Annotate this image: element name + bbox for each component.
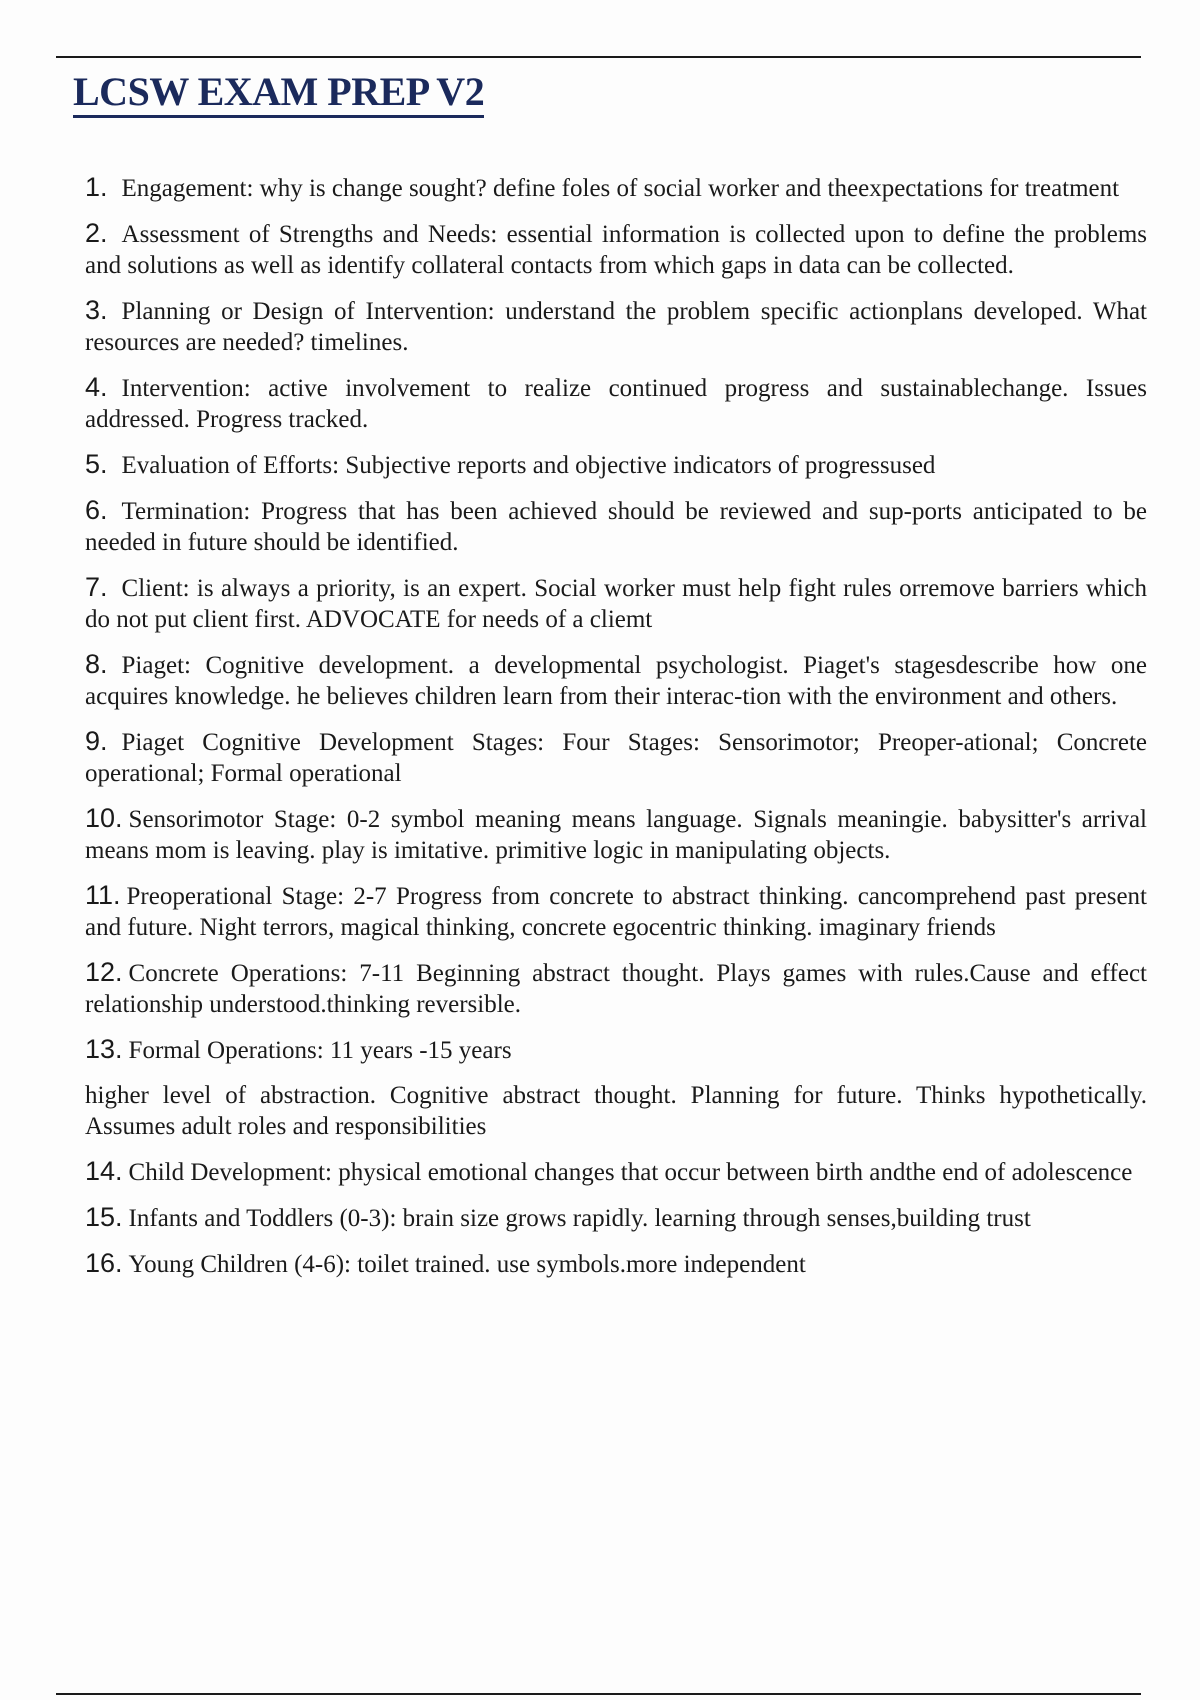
item-continuation: higher level of abstraction. Cognitive abstract thought. Planning for future. Thinks hypothetically. Assumes adult roles and responsibilities	[85, 1082, 1147, 1140]
item-number: 12.	[85, 957, 123, 987]
item-text: Concrete Operations: 7-11 Beginning abstract thought. Plays games with rules.Cause and effect relationship understood.thinking reversible.	[85, 960, 1147, 1018]
item-text: Piaget: Cognitive development. a developmental psychologist. Piaget's stagesdescribe how one acquires knowledge. he believes children learn from their interac-tion with the environment and others.	[85, 652, 1147, 710]
item-text: Preoperational Stage: 2-7 Progress from concrete to abstract thinking. cancomprehend past present and future. Night terrors, magical thinking, concrete egocentric thinking. imaginary friends	[85, 883, 1147, 941]
item-text: Piaget Cognitive Development Stages: Four Stages: Sensorimotor; Preoper-ational; Concrete operational; Formal operational	[85, 729, 1147, 787]
item-number: 8.	[85, 649, 108, 679]
bottom-rule	[56, 1693, 1141, 1695]
list-item	[85, 495, 1147, 558]
item-text: Formal Operations: 11 years -15 years	[128, 1037, 512, 1064]
item-number: 13.	[85, 1034, 123, 1064]
list-item	[85, 172, 1147, 204]
item-number: 15.	[85, 1202, 123, 1232]
item-number: 6.	[85, 495, 108, 525]
item-text: Client: is always a priority, is an expert. Social worker must help fight rules orremove barriers which do not put client first. ADVOCATE for needs of a cliemt	[85, 575, 1147, 633]
list-item	[85, 880, 1147, 943]
list-item	[85, 295, 1147, 358]
list-item	[85, 218, 1147, 281]
item-number: 7.	[85, 572, 108, 602]
list-item	[85, 572, 1147, 635]
item-text: Engagement: why is change sought? define foles of social worker and theexpectations for treatment	[121, 175, 1120, 202]
item-text: Sensorimotor Stage: 0-2 symbol meaning means language. Signals meaningie. babysitter's arrival means mom is leaving. play is imitative. primitive logic in manipulating objects.	[85, 806, 1147, 864]
document-title: LCSW EXAM PREP V2	[73, 70, 484, 118]
list-item	[85, 449, 1147, 481]
item-list	[85, 172, 1147, 1294]
item-number: 9.	[85, 726, 108, 756]
item-text: Planning or Design of Intervention: understand the problem specific actionplans developed. What resources are needed? timelines.	[85, 298, 1147, 356]
item-text: Infants and Toddlers (0-3): brain size grows rapidly. learning through senses,building trust	[128, 1205, 1031, 1232]
list-item	[85, 957, 1147, 1020]
item-text: Evaluation of Efforts: Subjective reports and objective indicators of progressused	[121, 452, 936, 479]
list-item	[85, 1156, 1147, 1188]
item-number: 14.	[85, 1156, 123, 1186]
list-item	[85, 1202, 1147, 1234]
item-number: 4.	[85, 372, 108, 402]
item-text: Intervention: active involvement to realize continued progress and sustainablechange. Issues addressed. Progress tracked.	[85, 375, 1147, 433]
item-text: Child Development: physical emotional changes that occur between birth andthe end of adolescence	[128, 1159, 1133, 1186]
top-rule	[56, 56, 1141, 58]
item-text: Young Children (4-6): toilet trained. use symbols.more independent	[128, 1251, 806, 1278]
item-number: 2.	[85, 218, 108, 248]
item-number: 10.	[85, 803, 123, 833]
list-item	[85, 726, 1147, 789]
list-item	[85, 372, 1147, 435]
item-number: 1.	[85, 172, 108, 202]
item-number: 5.	[85, 449, 108, 479]
list-item	[85, 649, 1147, 712]
list-item	[85, 1034, 1147, 1066]
item-number: 11.	[85, 880, 121, 910]
list-item	[85, 1248, 1147, 1280]
item-number: 16.	[85, 1248, 123, 1278]
item-number: 3.	[85, 295, 108, 325]
item-text: Termination: Progress that has been achieved should be reviewed and sup-ports anticipated to be needed in future should be identified.	[85, 498, 1147, 556]
list-item	[85, 803, 1147, 866]
item-text: Assessment of Strengths and Needs: essential information is collected upon to define the problems and solutions as well as identify collateral contacts from which gaps in data can be collected.	[85, 221, 1147, 279]
